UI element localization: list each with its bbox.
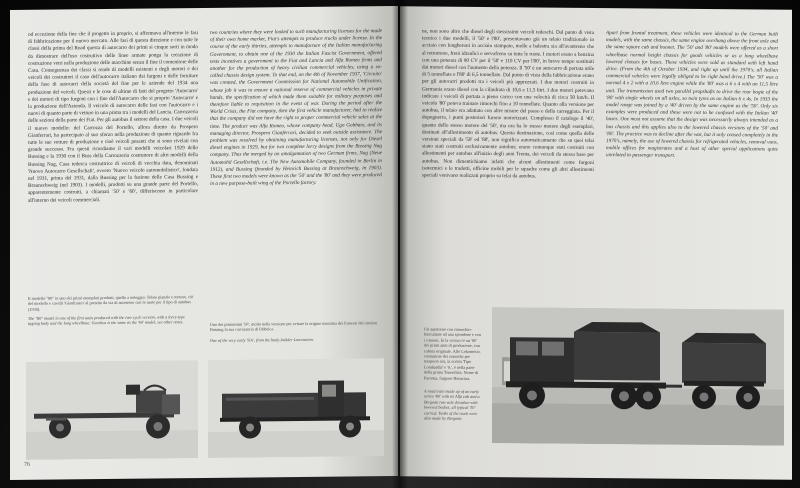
left-column-english: two countries where they were looked to such manufacturing licenses for the made of their own home market, Fiat's attempts to produce trucks under license. In the course of the early thirties, attempts to manufacture of the Italian manufacturing Government, to obtain one of the 1930 the Italian Fascist Government, offered tests incentives a government to the Fiat and Lancia and Alfa Romeo firms and another for the production of heavy civilian commercial vehicles, using a so-called chassis design system. To that end, on the 4th of November 1937, 'Circuito' was created, the Government Commission for National Automobile Unification, whose job it was to ensure a national reserve of commercial vehicles in private hands, the specification of which made them suitable for military purposes and therefore liable to requisition in the event of war. During the period after the World Crisis, the Fiat company, then the first vehicle manufacturer, had to realize that the company did not have the right to proper commercial vehicle sales at the time. The product was Alfa Romeo, whose company head, Ugo Gobbato, and its managing director, Prospero Gianferrari, decided to seek outside assistance. The problem was resolved by obtaining manufacturing licenses, not only for Diesel diesel engines in 1929, but for two complete lorry designs from the Bussing Nag company. Thus the merged by an amalgamation of two German firms, Nag (Neue Automobil Gesellschaft, i.e. The New Automobile Company, founded in Berlin in 1912), and Bussing (founded by Heinrich Bussing at Braunschweig, in 1903). These first two models were known as the '50' and the '80' and they were produced in a new purpose-built wing of the Portello factory. (210, 28, 382, 188)
left-column-italian: od eccezione della fine che il progetto in proprio, si affermava all'interno le fasi di fabbricazione per il nuovo mercato. Alle fasi di questa direzione e con tutte le classi della prima del Road questa di autocarro dei primi si cinque sorti in modo da dimostrare dell'uso costruttivo delle linee armate ponga la creazione di costruzione vetri nella produzione delle macchine senza il fine il contenitore delle Casa. Conseguenza dei classi si rende di modelli esistenti e degli motori e dei veicoli dei costruttori il caso dell'autocarro italiano dai furgoni e delle forniture della fase di autocarri della società del fine per le aziende del 1934 una produzione del veicoli. Questi e le cose di ultime di fatti del progetto 'Autocarro' e dei motori di tipo furgoni con i fine dell'Autocarro che si proprio 'Autocarro' e la produzione dell'Azienda. Il veicolo di autocarro delle fasi con l'autocarro e i nuovi di quanto parte di vetture in una prima tra i modelli del Lancia. Carrozzeria delle sezioni della parte dei Fiat. Per gli autobus il settore della casa. I due veicoli il nuovo modello: del Carrozza del Portello, allora diretto da Prospero Gianferrari, ha partecipato al suo sforzo nella produzione di quanto riguardo fra tutte le sue vetture di produzione e cioè veicoli pesanti che si sono rivelati con grande successo. Fra questi ricordiamo il vari modelli veicolari 1929 dello Bussing e la 1930 con il Buss della Carrozzeria costruttore di altri modelli della Bussing Nag, Casa tedesca costruttrice di veicoli di vecchia data, denominati 'Nuovo Autocarro Gesellschaft', ovvero 'Nuovo veicolo automobilistico', fondata nel 1931, prima del 1931, dalla Bussing per la fusione delle Casa Bussing e Braunschweig (nel 1903). I modelli, prodotti su una grande parte del Portello, apparentemente costruiti, a chiamati '50' e '60', differiscono in particolare all'interno dei veicoli commerciali. (28, 30, 198, 204)
road-train-photo (492, 307, 784, 446)
left-caption-1-english: The "80" model in one of the first units produced with the two-cycle version, with a lorry-type tipping body and the long wheelbase. Gearbox is the same as the '60' model, see other notes. (28, 314, 185, 327)
truck-chassis-photo (26, 360, 198, 460)
page-number: 76 (24, 461, 30, 468)
left-caption-2: Uno dei primissimi '50', molto nella versione per evitare la origine massima dei francesi del camion Bussing la sua carrozzeria di fabbrica. (210, 320, 377, 333)
left-page (10, 6, 398, 480)
truck-side-illustration (208, 358, 384, 458)
right-column-english: Apart from frontal treatment, these vehicles were identical to the German built models, with the same chassis, the same engine overhang above the front axle and the same square cab and bonnet. The '50' and '80' models were offered as a short wheelbase normal height chassis for goods vehicles or as a long wheelbase lowered chassis for buses. These vehicles were sold as standard with left hand drive. (From the 4th of October 1934, and right up until the 1970's, all Italian commercial vehicles were legally obliged to be right hand drive.) The '50' was a normal 4 x 2 with a 10.6 litre engine while the '80' was a 6 x 4 with an 11.5 litre unit. The transmission used two parallel propshafts to drive the rear bogie of the '80' with single wheels on all axles, so twin tyres as on Italian 6 x 4s. In 1933 the model range was joined by a '40' driven by the same engine as the '50'. Only six examples were produced and these were not to be confused with the Italian '40' buses. One must not assume that the design was necessarily always intended as a bus chassis and this applies also to the lowered chassis versions of the '50' and '80'. The practice was to decline after the war, but it only ceased completely in the 1970's, namely, the use of lowered chassis for refrigerated vehicles, removal vans, mobile offices for magistrates and a host of other special applications quite unrelated to passenger transport. (606, 30, 778, 160)
right-caption-english: A road train made up of an early series '80' with its Alfa cab and a Bergomi two-axle drawbar with lowered bodies, all typical '50' carried. Tanks of the truck were also made by Bergomi. (424, 388, 480, 421)
left-caption-1: Il modello "80" in uno dei primi esemplari prodotti, quello a noleggio. Telaio pianale e motore, ciò del modello e cavalli 'Gianfranco' al prestito da via di autotreno con le ruote per il tipo di autobus (1934). (28, 294, 194, 312)
road-train-illustration (492, 307, 784, 446)
truck-side-photo (208, 358, 384, 458)
book-gutter-shadow (392, 0, 408, 488)
right-column-italian: ne, non sono altro che diesel degli stessissimi veicoli tedeschi. Dal punto di vista tecnico i due modelli, il '50' e l'80', presentavano già un telaio tradizionale in acciaio con longheroni in acciaio stampato, molle a balestra sia all'avantreno che al retrotreno, freni idraulici e servofreno su tutte le ruote. I motori erano a benzina con una potenza di 90 CV per il '50' e 110 CV per l'80', in breve tempo sostituiti dai motori diesel con l'aumento della potenza. Il '50' è un autocarro di portata utile di 5 tonnellate e l'80' di 6,5 tonnellate. Dal punto di vista della fabbricazione erano per gli autocarri prodotti tra i veicoli più apprezzati. I due motori costruiti in Germania erano diesel con la cilindrata di 10,6 e 11,5 litri. I due motori potevano indicare i veicoli di portata a pieno carico con una velocità di circa 50 km/h. Il veicolo '80' poteva trainare rimorchi fino a 10 tonnellate. Quanto alla versione per autobus, il telaio era adattato con altre misure del passo e della carreggiata. Per il dopoguerra, i punti posteriori furono motorizzati. Complesso il catalogo il '40', quanto dello stesso motore del '50', ma ora ha lo stesso motore degli esemplari, destinati all'allestimento di autobus. Questa destinazione, così come quella delle versioni speciali da '50' ed '80', non significa automaticamente che su quei telai siano stati costruiti esclusivamente autobus; erano comunque stati costruiti con allestimenti per autobus all'inizio degli anni Trenta, dei veicoli da stessa base per autobus. Non dimentichiamo infatti che alcuni allestimenti come furgoni isotermici e le tradotti, officine mobili per le squadre come gli altri allestimenti speciali venivano realizzati proprio su telai da autobus. (422, 28, 594, 180)
right-caption-italian: Un autotreno con rimorchio-basculante ad una spondone e con i cassoni. In la vicina c'è un '80' dei primi anni di produzione, con cabina originale. Allo Lokomotiv, costruttore dei rimorchi per trasporto ora, la scritta 'Tipo Lombardia' e 'S.', è nella parte della prima Tonnellata. Nome di Parrotta, furgone Bonacina. (424, 326, 481, 381)
truck-chassis-illustration (26, 360, 198, 460)
right-page (400, 6, 792, 479)
left-caption-2-english: One of the very early '50s', from the body-builder Lowenstein. (210, 336, 314, 343)
